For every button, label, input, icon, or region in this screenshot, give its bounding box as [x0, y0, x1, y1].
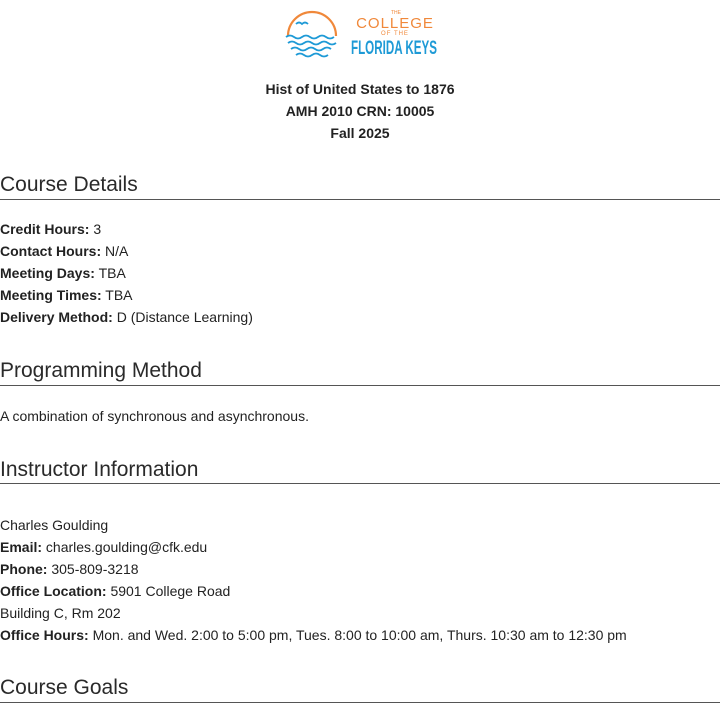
phone-label: Phone:: [0, 561, 48, 577]
svg-text:OF THE: OF THE: [381, 31, 409, 37]
section-heading-instructor-information: Instructor Information: [0, 457, 720, 484]
credit-hours-label: Credit Hours:: [0, 221, 90, 237]
delivery-method-row: [0, 306, 720, 328]
section-heading-course-goals: Course Goals: [0, 675, 720, 703]
meeting-days-label: Meeting Days:: [0, 265, 95, 281]
meeting-days-row: [0, 262, 720, 284]
programming-method-text: [0, 405, 720, 427]
meeting-times-label: Meeting Times:: [0, 287, 102, 303]
svg-text:THE: THE: [391, 10, 401, 16]
office-hours-value: Mon. and Wed. 2:00 to 5:00 pm, Tues. 8:00 to 10:00 am, Thurs. 10:30 am to 12:30 pm: [92, 627, 627, 643]
course-title: Hist of United States to 1876: [265, 81, 455, 97]
section-heading-programming-method: Programming Method: [0, 358, 720, 386]
delivery-method-value: D (Distance Learning): [116, 309, 253, 325]
section-heading-course-details: Course Details: [0, 172, 720, 200]
course-header: [0, 78, 720, 144]
office-hours-label: Office Hours:: [0, 627, 89, 643]
college-logo-graphic: [282, 4, 442, 64]
course-term: Fall 2025: [330, 125, 390, 141]
contact-hours-value: N/A: [105, 243, 129, 259]
instructor-info-list: [0, 514, 720, 646]
course-details-list: [0, 218, 720, 328]
course-code: AMH 2010 CRN: 10005: [285, 103, 435, 119]
college-logo: [282, 4, 442, 64]
office-location-value: 5901 College Road: [110, 583, 231, 599]
email-label: Email:: [0, 539, 43, 555]
office-location-label: Office Location:: [0, 583, 107, 599]
meeting-days-value: TBA: [98, 265, 126, 281]
phone-value: 305-809-3218: [51, 561, 139, 577]
email-row: [0, 536, 720, 558]
instructor-name: Charles Goulding: [0, 517, 109, 533]
svg-text:FLORIDA KEYS: FLORIDA KEYS: [351, 38, 437, 59]
phone-row: [0, 558, 720, 580]
delivery-method-label: Delivery Method:: [0, 309, 113, 325]
email-value[interactable]: charles.goulding@cfk.edu: [45, 539, 208, 555]
contact-hours-label: Contact Hours:: [0, 243, 102, 259]
credit-hours-value: 3: [93, 221, 102, 237]
meeting-times-row: [0, 284, 720, 306]
office-location-row: [0, 580, 720, 602]
contact-hours-row: [0, 240, 720, 262]
office-location-line2: Building C, Rm 202: [0, 605, 121, 621]
programming-method-description: A combination of synchronous and asynchronous.: [0, 408, 309, 424]
meeting-times-value: TBA: [105, 287, 133, 303]
svg-text:COLLEGE: COLLEGE: [356, 15, 434, 32]
credit-hours-row: [0, 218, 720, 240]
office-hours-row: [0, 624, 720, 646]
